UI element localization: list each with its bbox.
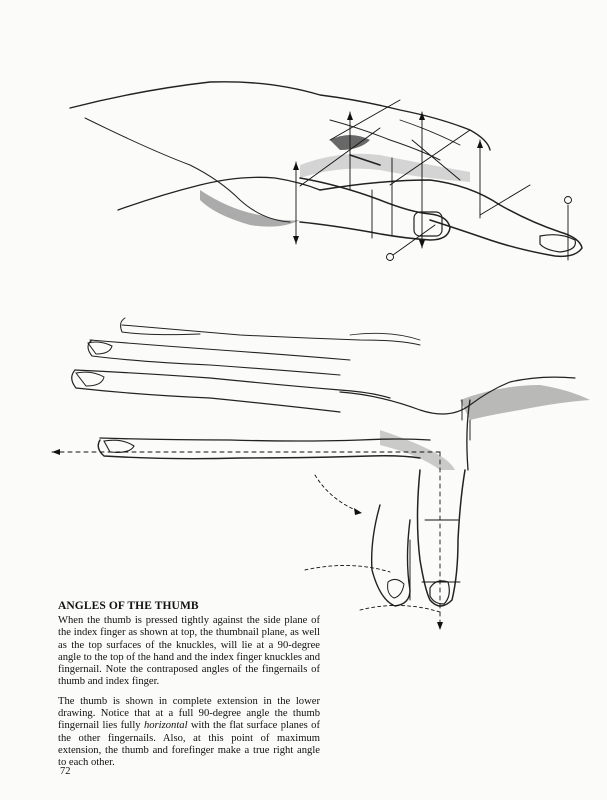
paragraph-2-text-before: The thumb is shown in complete extension in the lower drawing. Notice that at a full 90-degree angle the thumb fingernail lies fully bbox=[58, 695, 320, 732]
caption-block bbox=[58, 600, 320, 777]
top-hand-drawing bbox=[70, 82, 582, 261]
paragraph-2-emphasis: horizontal bbox=[143, 720, 188, 732]
caption-paragraph-1: When the thumb is pressed tightly against the side plane of the index finger as shown at top, the thumbnail plane, as well as the top surfaces of the knuckles, will lie at a 90-degree angle to the top of the hand and the index finger knuckles and fingernail. Note the contraposed angles of the fingernails of thumb and index finger. bbox=[58, 615, 320, 688]
paragraph-2-text-after: with the flat surface planes of the other fingernails. Also, at this point of maximum extension, the thumb and forefinger make a true right angle to each other. bbox=[58, 720, 320, 769]
page-number: 72 bbox=[60, 766, 71, 777]
caption-paragraph-2 bbox=[58, 696, 320, 770]
caption-heading: ANGLES OF THE THUMB bbox=[58, 600, 199, 612]
bottom-hand-drawing bbox=[52, 318, 590, 630]
